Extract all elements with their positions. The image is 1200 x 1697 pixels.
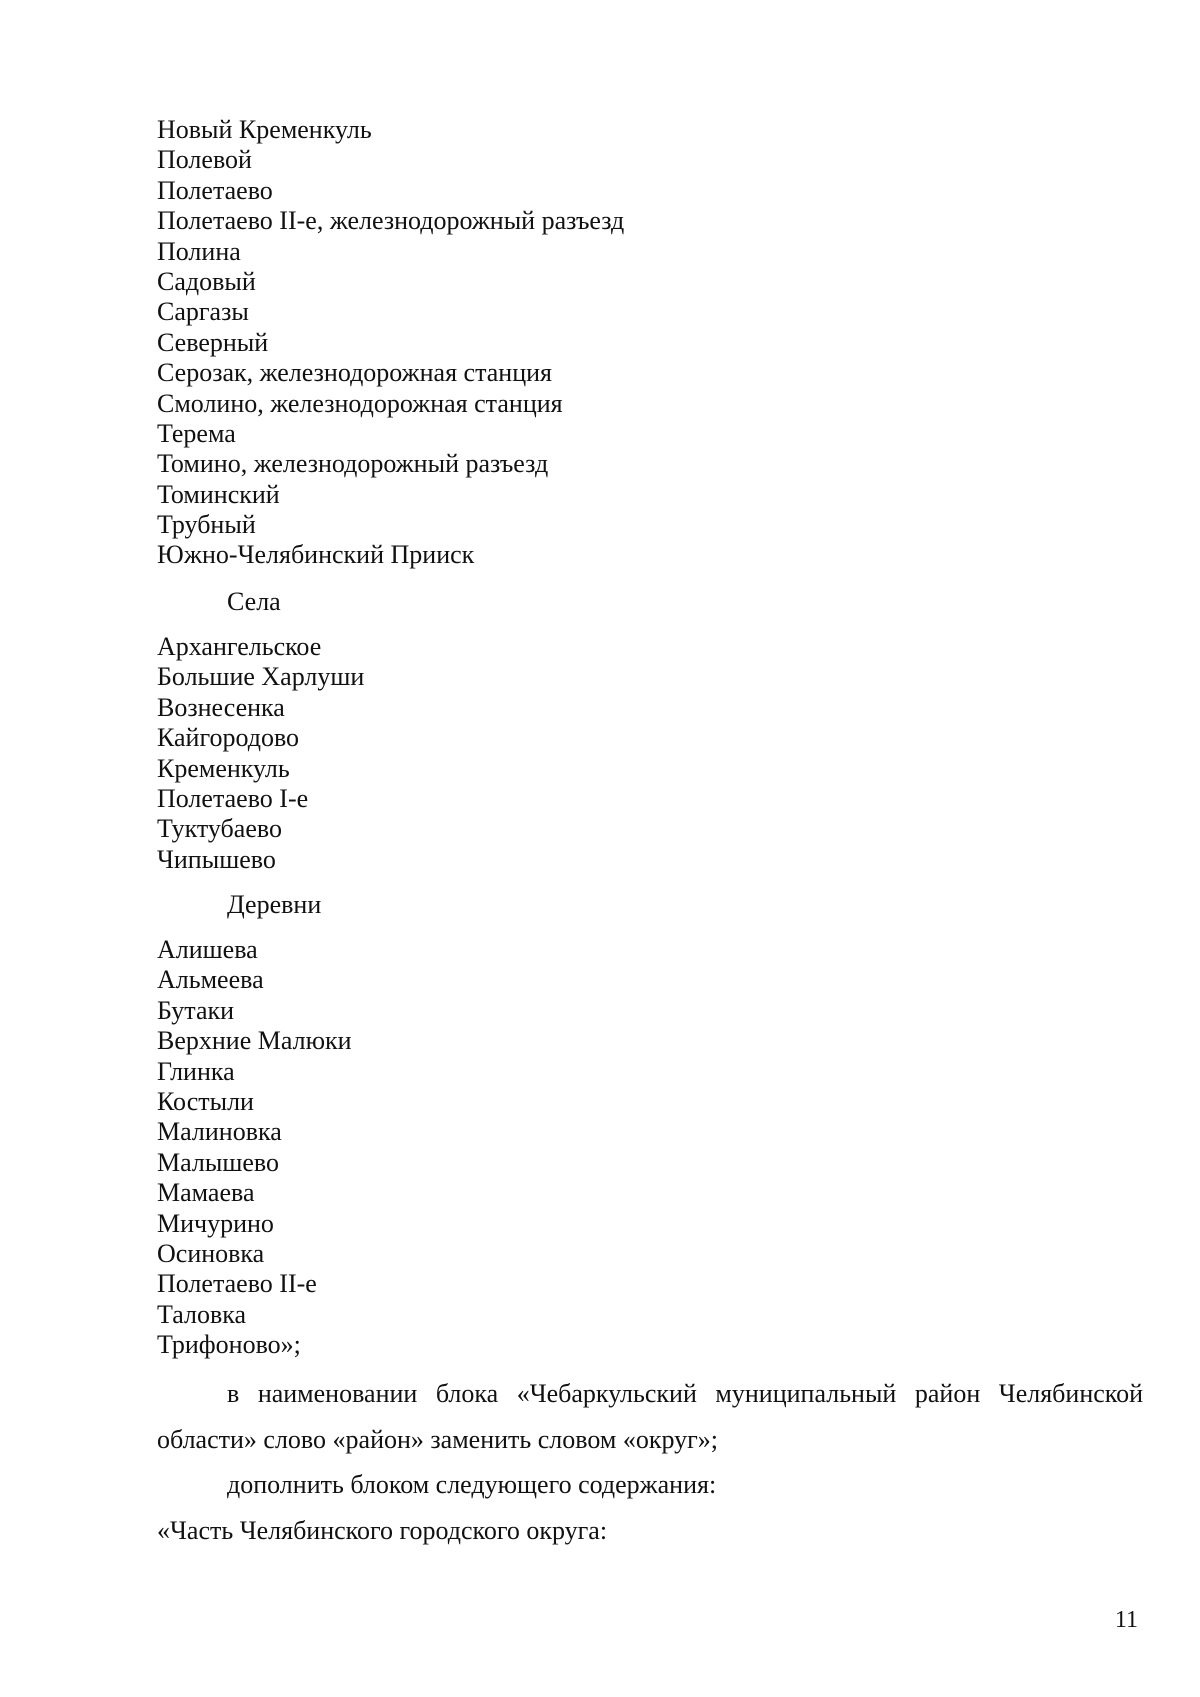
list-item: Мичурино	[157, 1208, 274, 1238]
paragraph-text: «Часть Челябинского городского округа:	[157, 1516, 608, 1545]
list-item: Вознесенка	[157, 692, 285, 722]
page-number: 11	[1114, 1607, 1138, 1633]
block-title-paragraph	[157, 1508, 1143, 1554]
list-item: Мамаева	[157, 1178, 255, 1208]
list-item: Алишева	[157, 935, 258, 964]
list-item: Серозак, железнодорожная станция	[157, 358, 552, 388]
list-item: Южно-Челябинский Прииск	[157, 540, 475, 570]
list-item: Кременкуль	[157, 753, 290, 783]
list-item: Кайгородово	[157, 723, 300, 753]
list-item: Смолино, железнодорожная станция	[157, 388, 563, 418]
list-item: Терема	[157, 418, 236, 448]
list-item: Малиновка	[157, 1117, 282, 1147]
list-item: Полина	[157, 236, 241, 266]
list-item: Архангельское	[157, 632, 322, 661]
list-item: Осиновка	[157, 1238, 265, 1268]
list-item: Томино, железнодорожный разъезд	[157, 449, 549, 479]
list-item: Полевой	[157, 145, 252, 175]
list-item: Трубный	[157, 510, 256, 540]
paragraph-text: в наименовании блока «Чебаркульский муниципальный район Челябинской области» слово «район» заменить словом «округ»;	[157, 1379, 1143, 1454]
settlements-list	[157, 115, 624, 571]
list-item: Томинский	[157, 479, 280, 509]
amendment-paragraph	[157, 1371, 1143, 1462]
list-item: Полетаево	[157, 175, 273, 205]
list-item: Глинка	[157, 1056, 235, 1086]
list-item: Новый Кременкуль	[157, 115, 372, 144]
villages-list	[157, 632, 364, 875]
list-item: Полетаево II-е	[157, 1269, 317, 1299]
amendment-paragraph	[157, 1462, 1143, 1508]
list-item: Полетаево I-е	[157, 783, 309, 813]
list-item: Садовый	[157, 266, 256, 296]
list-item: Чипышево	[157, 844, 276, 874]
list-item: Туктубаево	[157, 814, 282, 844]
list-item: Бутаки	[157, 995, 235, 1025]
list-item: Костыли	[157, 1086, 254, 1116]
hamlets-list	[157, 935, 352, 1360]
list-item: Полетаево II-е, железнодорожный разъезд	[157, 206, 625, 236]
list-item: Северный	[157, 327, 269, 357]
villages-heading: Села	[227, 587, 281, 616]
list-item: Альмеева	[157, 965, 264, 995]
paragraph-text: дополнить блоком следующего содержания:	[227, 1470, 717, 1499]
list-item: Верхние Малюки	[157, 1026, 352, 1056]
list-item: Таловка	[157, 1299, 247, 1329]
hamlets-heading: Деревни	[227, 890, 322, 919]
list-item: Саргазы	[157, 297, 249, 327]
list-item: Большие Харлуши	[157, 662, 365, 692]
list-item: Трифоново»;	[157, 1330, 301, 1360]
list-item: Малышево	[157, 1147, 279, 1177]
